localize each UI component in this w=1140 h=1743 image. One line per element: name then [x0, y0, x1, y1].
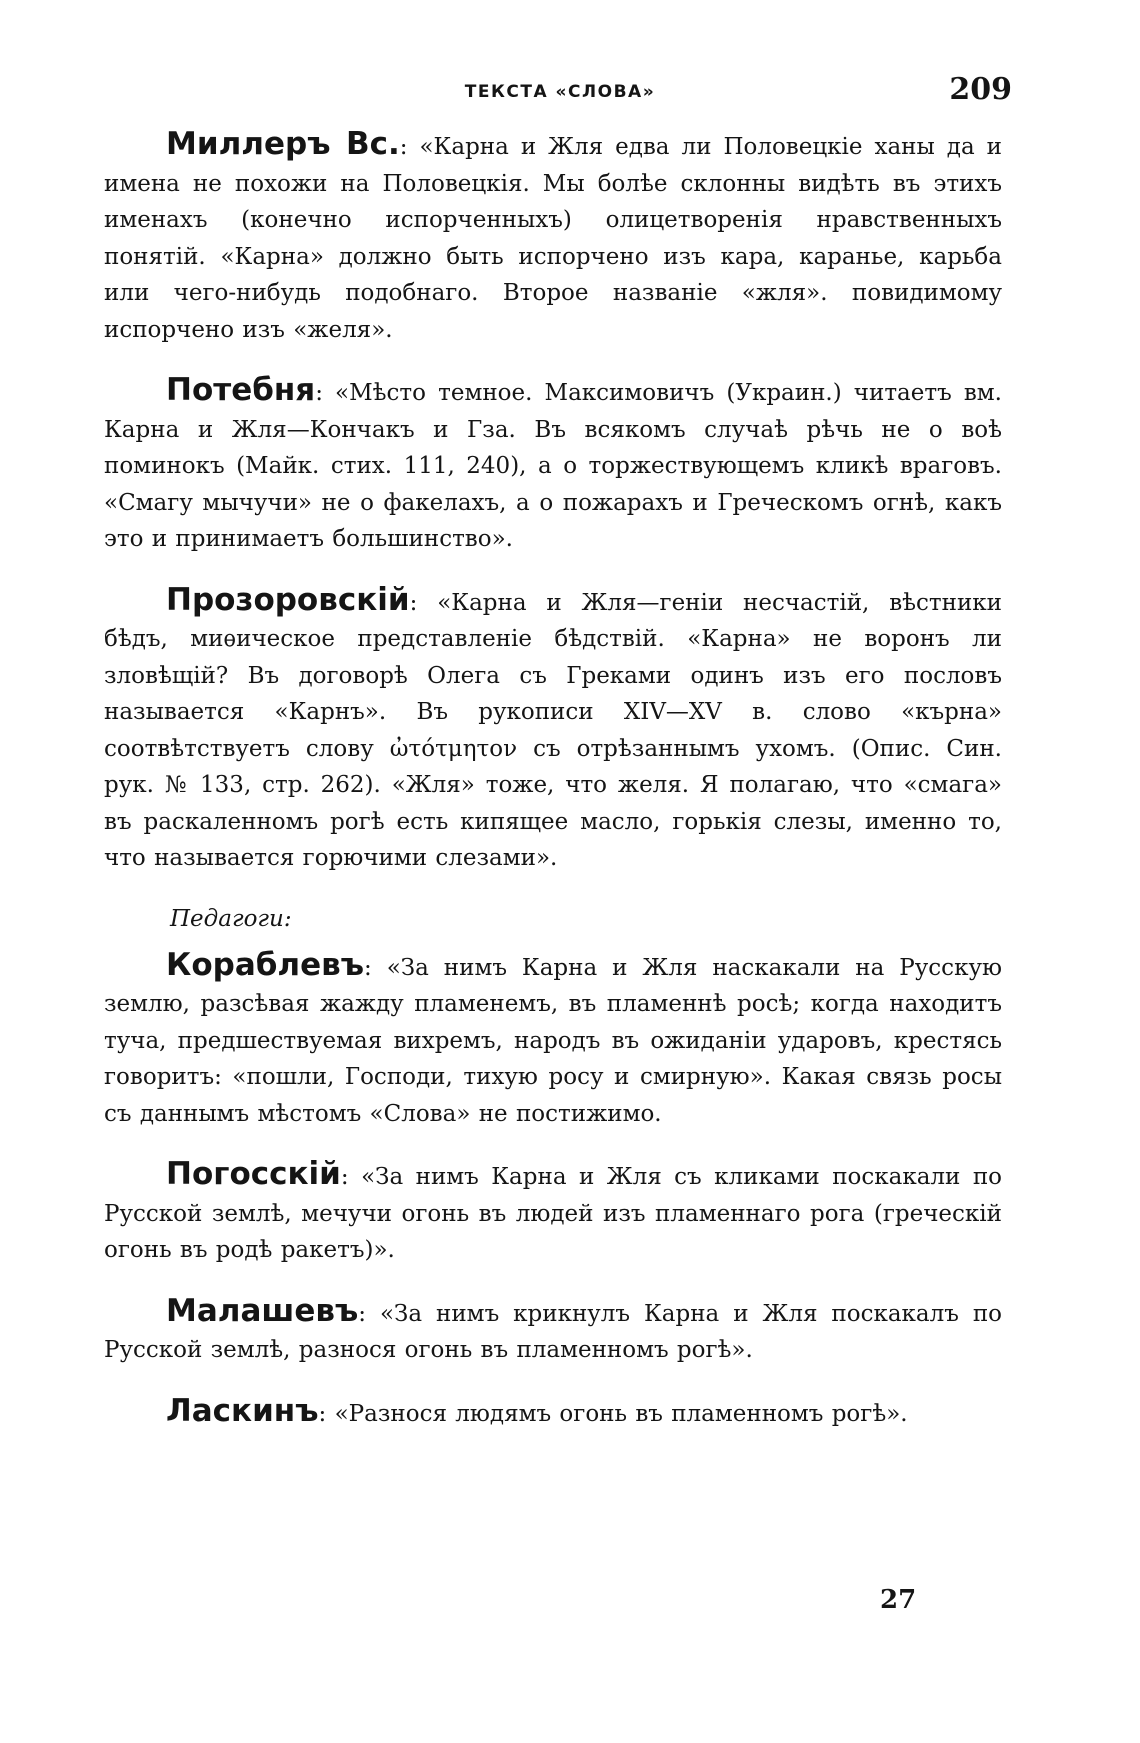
author-name: Потебня [166, 372, 316, 408]
entry-text: : «За нимъ Карна и Жля наскакали на Русскую землю, разсѣвая жажду пламенемъ, въ пламеннѣ росѣ; когда находитъ туча, предшествуемая вихремъ, народъ въ ожиданіи ударовъ, крестясь говоритъ: «пошли, Господи, тихую росу и смирную». Какая связь росы съ даннымъ мѣстомъ «Слова» не постижимо. [104, 954, 1002, 1127]
entry-text: : «Карна и Жля—геніи несчастій, вѣстники бѣдъ, миѳическое представленіе бѣдствій. «Карна» не воронъ ли зловѣщій? Въ договорѣ Олега съ Греками одинъ изъ его пословъ называется «Карнъ». Въ рукописи XIV—XV в. слово «кърна» соотвѣтствуетъ слову ὠτότμητον съ отрѣзаннымъ ухомъ. (Опис. Син. рук. № 133, стр. 262). «Жля» тоже, что желя. Я полагаю, что «смага» въ раскаленномъ рогѣ есть кипящее масло, горькія слезы, именно то, что называется горючими слезами». [104, 589, 1002, 871]
running-head [100, 72, 1020, 112]
signature-mark: 27 [880, 1585, 917, 1615]
entry-text: : «Разнося людямъ огонь въ пламенномъ рогѣ». [318, 1400, 908, 1427]
entry-potebnya [104, 372, 1002, 558]
section-subheading: Педагоги: [170, 905, 292, 932]
author-name: Прозоровскій [166, 581, 410, 618]
entry-miller [104, 126, 1002, 348]
entry-pogossky [104, 1156, 1002, 1269]
body-text [104, 126, 1002, 1432]
author-name: Кораблевъ [166, 946, 365, 983]
page-number: 209 [949, 72, 1012, 107]
entry-laskin [104, 1393, 1002, 1433]
author-name: Миллеръ Вс. [166, 126, 400, 162]
entry-text: : «За нимъ Карна и Жля съ кликами поскакали по Русской землѣ, мечучи огонь въ людей изъ пламеннаго рога (греческій огонь въ родѣ ракетъ)». [104, 1164, 1002, 1263]
entry-korablev [104, 947, 1002, 1133]
entry-prozorovsky [104, 582, 1002, 877]
author-name: Ласкинъ [166, 1392, 319, 1429]
author-name: Малашевъ [166, 1292, 359, 1329]
entry-malashev [104, 1293, 1002, 1369]
running-title: ТЕКСТА «СЛОВА» [464, 82, 656, 102]
author-name: Погосскій [166, 1156, 341, 1192]
entry-text: : «Мѣсто темное. Максимовичъ (Украин.) читаетъ вм. Карна и Жля—Кончакъ и Гза. Въ всякомъ случаѣ рѣчь не о воѣ поминокъ (Майк. стих. 111, 240), а о торжествующемъ кликѣ враговъ. «Смагу мычучи» не о факелахъ, а о пожарахъ и Греческомъ огнѣ, какъ это и принимаетъ большинство». [104, 380, 1002, 552]
entry-text: : «За нимъ крикнулъ Карна и Жля поскакалъ по Русской землѣ, разнося огонь въ пламенномъ рогѣ». [104, 1300, 1002, 1363]
entry-text: : «Карна и Жля едва ли Половецкіе ханы да и имена не похожи на Половецкія. Мы болѣе склонны видѣть въ этихъ именахъ (конечно испорченныхъ) олицетворенія нравственныхъ понятій. «Карна» должно быть испорчено изъ кара, каранье, карьба или чего-нибудь подобнаго. Второе названіе «жля». повидимому испорчено изъ «желя». [104, 134, 1002, 343]
